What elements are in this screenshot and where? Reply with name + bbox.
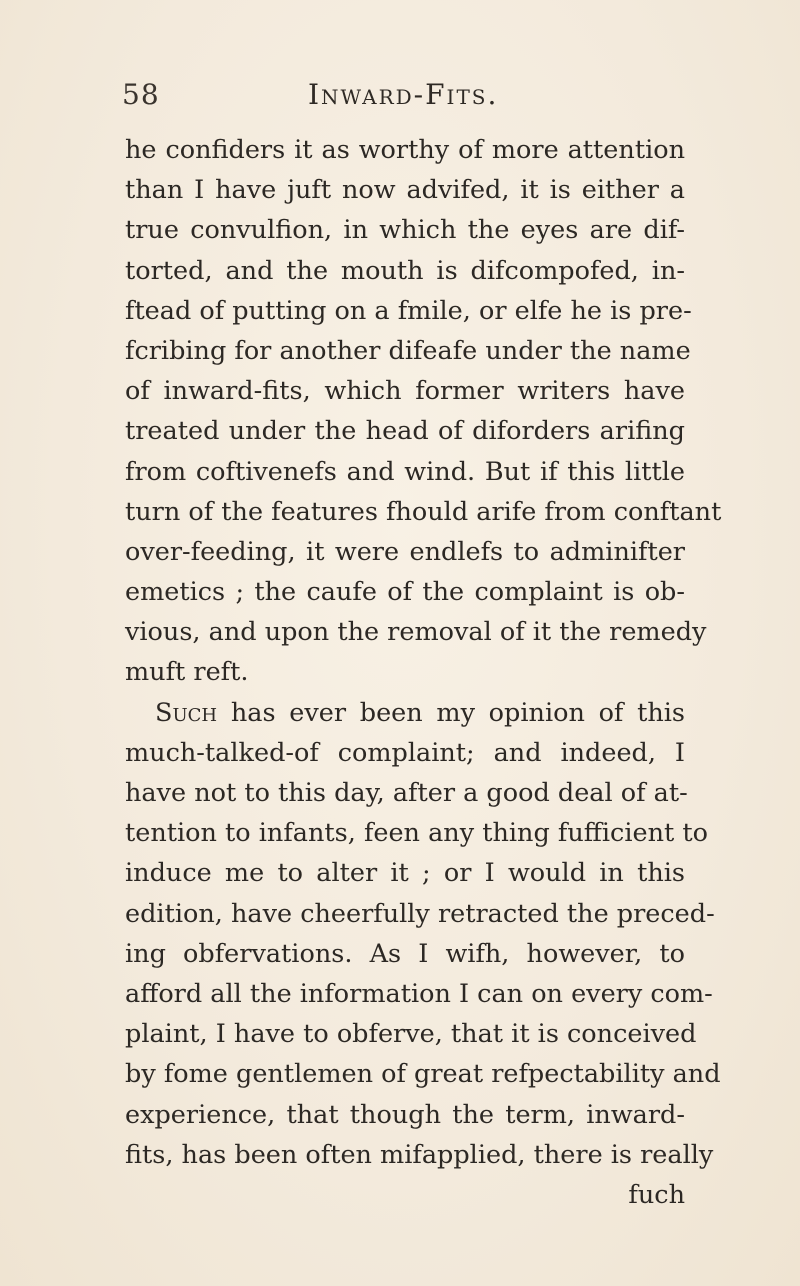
text-line: much-talked-of complaint; and indeed, I (125, 737, 685, 768)
first-line-rest: has ever been my opinion of this (230, 697, 685, 728)
body-text (125, 130, 722, 1215)
text-line: tention to infants, feen any thing fufficient to (125, 818, 708, 849)
text-line: emetics ; the caufe of the complaint is ob- (125, 577, 685, 608)
text-line: have not to this day, after a good deal of at- (125, 778, 688, 808)
text-line: he confiders it as worthy of more attention (125, 135, 685, 165)
text-line: ing obfervations. As I wifh, however, to (125, 938, 685, 969)
paragraph-1 (125, 130, 722, 693)
text-line: afford all the information I can on every com- (125, 978, 713, 1009)
page-header (0, 74, 800, 114)
text-line: treated under the head of diforders arifing (125, 416, 685, 447)
text-line: by fome gentlemen of great refpectability and (125, 1059, 721, 1090)
paragraph-2 (125, 693, 721, 1215)
text-line: of inward-fits, which former writers have (125, 376, 685, 407)
text-line: fits, has been often mifapplied, there is really (125, 1139, 714, 1170)
text-line: torted, and the mouth is difcompofed, in- (125, 255, 685, 286)
running-title: Inward-Fits. (308, 78, 499, 111)
text-line: from coftivenefs and wind. But if this little (125, 456, 685, 487)
text-line: over-feeding, it were endlefs to adminifter (125, 536, 685, 567)
text-line: true convulfion, in which the eyes are dif- (125, 215, 685, 246)
text-line: experience, that though the term, inward- (125, 1099, 685, 1130)
text-line: muft reft. (125, 657, 249, 688)
catchword: fuch (628, 1179, 685, 1210)
text-line: ftead of putting on a fmile, or elfe he is pre- (125, 295, 692, 326)
text-line: than I have juft now advifed, it is either a (125, 175, 685, 206)
text-line: edition, have cheerfully retracted the preced- (125, 898, 715, 929)
lead-word: Such (155, 697, 218, 728)
text-line: fcribing for another difeafe under the name (125, 335, 691, 366)
text-line: induce me to alter it ; or I would in this (125, 858, 685, 889)
text-line: turn of the features fhould arife from conftant (125, 496, 722, 527)
text-line: vious, and upon the removal of it the remedy (125, 617, 707, 648)
text-line: plaint, I have to obferve, that it is conceived (125, 1019, 697, 1050)
text-line (125, 693, 685, 733)
page-number: 58 (122, 78, 160, 111)
